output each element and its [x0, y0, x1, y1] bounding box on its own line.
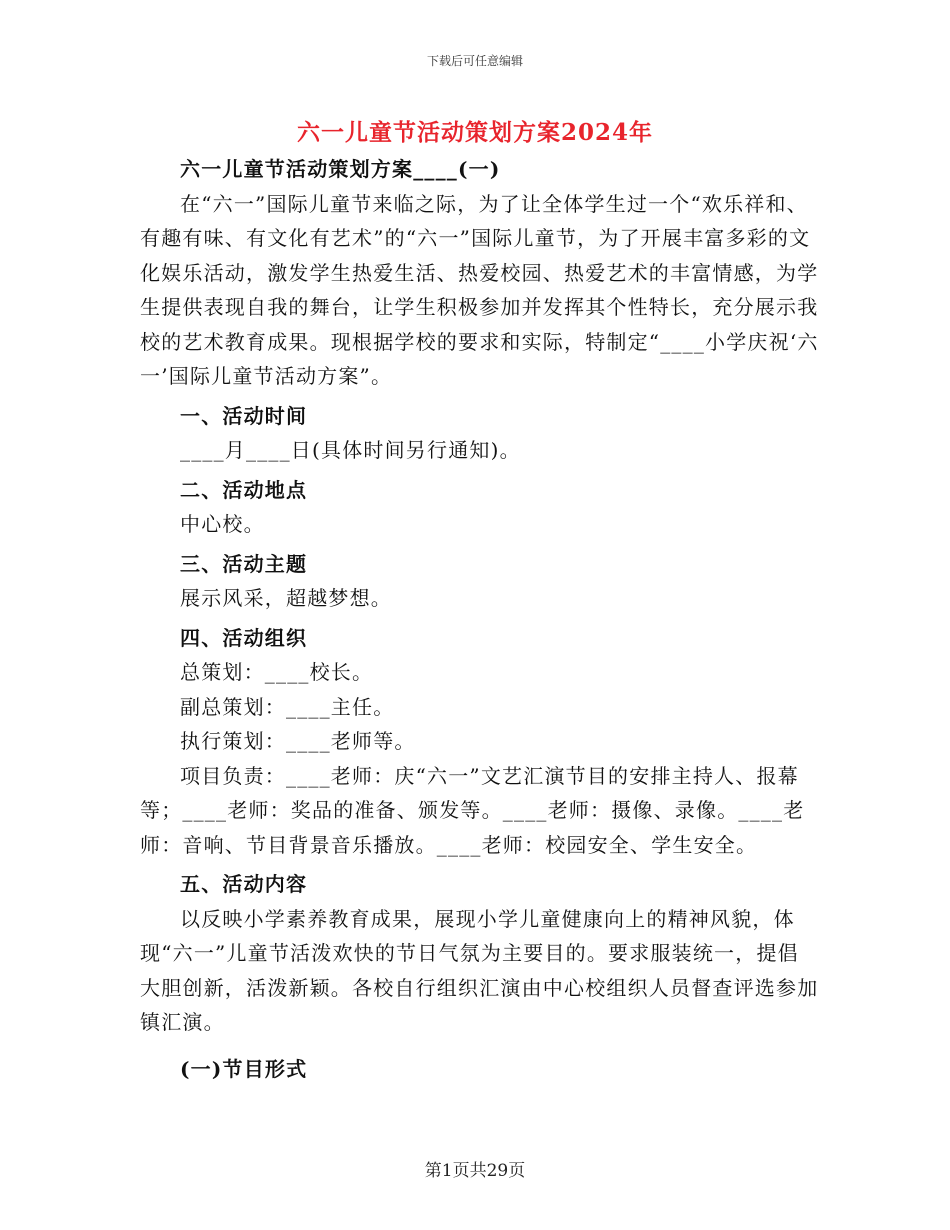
page-number: 第1页共29页: [424, 1161, 526, 1181]
section-text-location: 中心校。: [180, 512, 265, 536]
header-note: 下载后可任意编辑: [426, 54, 523, 68]
section-heading-theme: 三、活动主题: [180, 551, 308, 576]
document-subtitle: 六一儿童节活动策划方案____(一): [180, 157, 501, 181]
section-text-content: 以反映小学素养教育成果，展现小学儿童健康向上的精神风貌，体现“六一”儿童节活泼欢快的节日气氛为主要目的。要求服装统一，提倡大胆创新，活泼新颖。各校自行组织汇演由中心校组织人员督查评选参加镇汇演。: [140, 906, 819, 1034]
document-body: [140, 152, 820, 1086]
subheading-program-format: (一)节目形式: [180, 1056, 308, 1081]
section-text-executive-planner: 执行策划：____老师等。: [180, 729, 416, 753]
section-heading-location: 二、活动地点: [180, 477, 308, 502]
section-text-deputy-planner: 副总策划：____主任。: [180, 694, 395, 719]
section-text-chief-planner: 总策划：____校长。: [180, 660, 374, 684]
intro-paragraph: 在“六一”国际儿童节来临之际，为了让全体学生过一个“欢乐祥和、有趣有味、有文化有艺术”的“六一”国际儿童节，为了开展丰富多彩的文化娱乐活动，激发学生热爱生活、热爱校园、热爱艺术的丰富情感，为学生提供表现自我的舞台，让学生积极参加并发挥其个性特长，充分展示我校的艺术教育成果。现根据学校的要求和实际，特制定“____小学庆祝‘六一’国际儿童节活动方案”。: [140, 191, 819, 388]
section-text-project-leads: 项目负责：____老师：庆“六一”文艺汇演节目的安排主持人、报幕等；____老师：奖品的准备、颁发等。____老师：摄像、录像。____老师：音响、节目背景音乐播放。____老师：校园安全、学生安全。: [140, 763, 805, 857]
section-heading-time: 一、活动时间: [180, 403, 308, 428]
document-title: 六一儿童节活动策划方案2024年: [296, 119, 653, 146]
section-text-theme: 展示风采，超越梦想。: [180, 586, 392, 610]
section-heading-organization: 四、活动组织: [180, 625, 308, 650]
section-heading-content: 五、活动内容: [180, 872, 308, 896]
section-text-time: ____月____日(具体时间另行通知)。: [180, 438, 521, 462]
